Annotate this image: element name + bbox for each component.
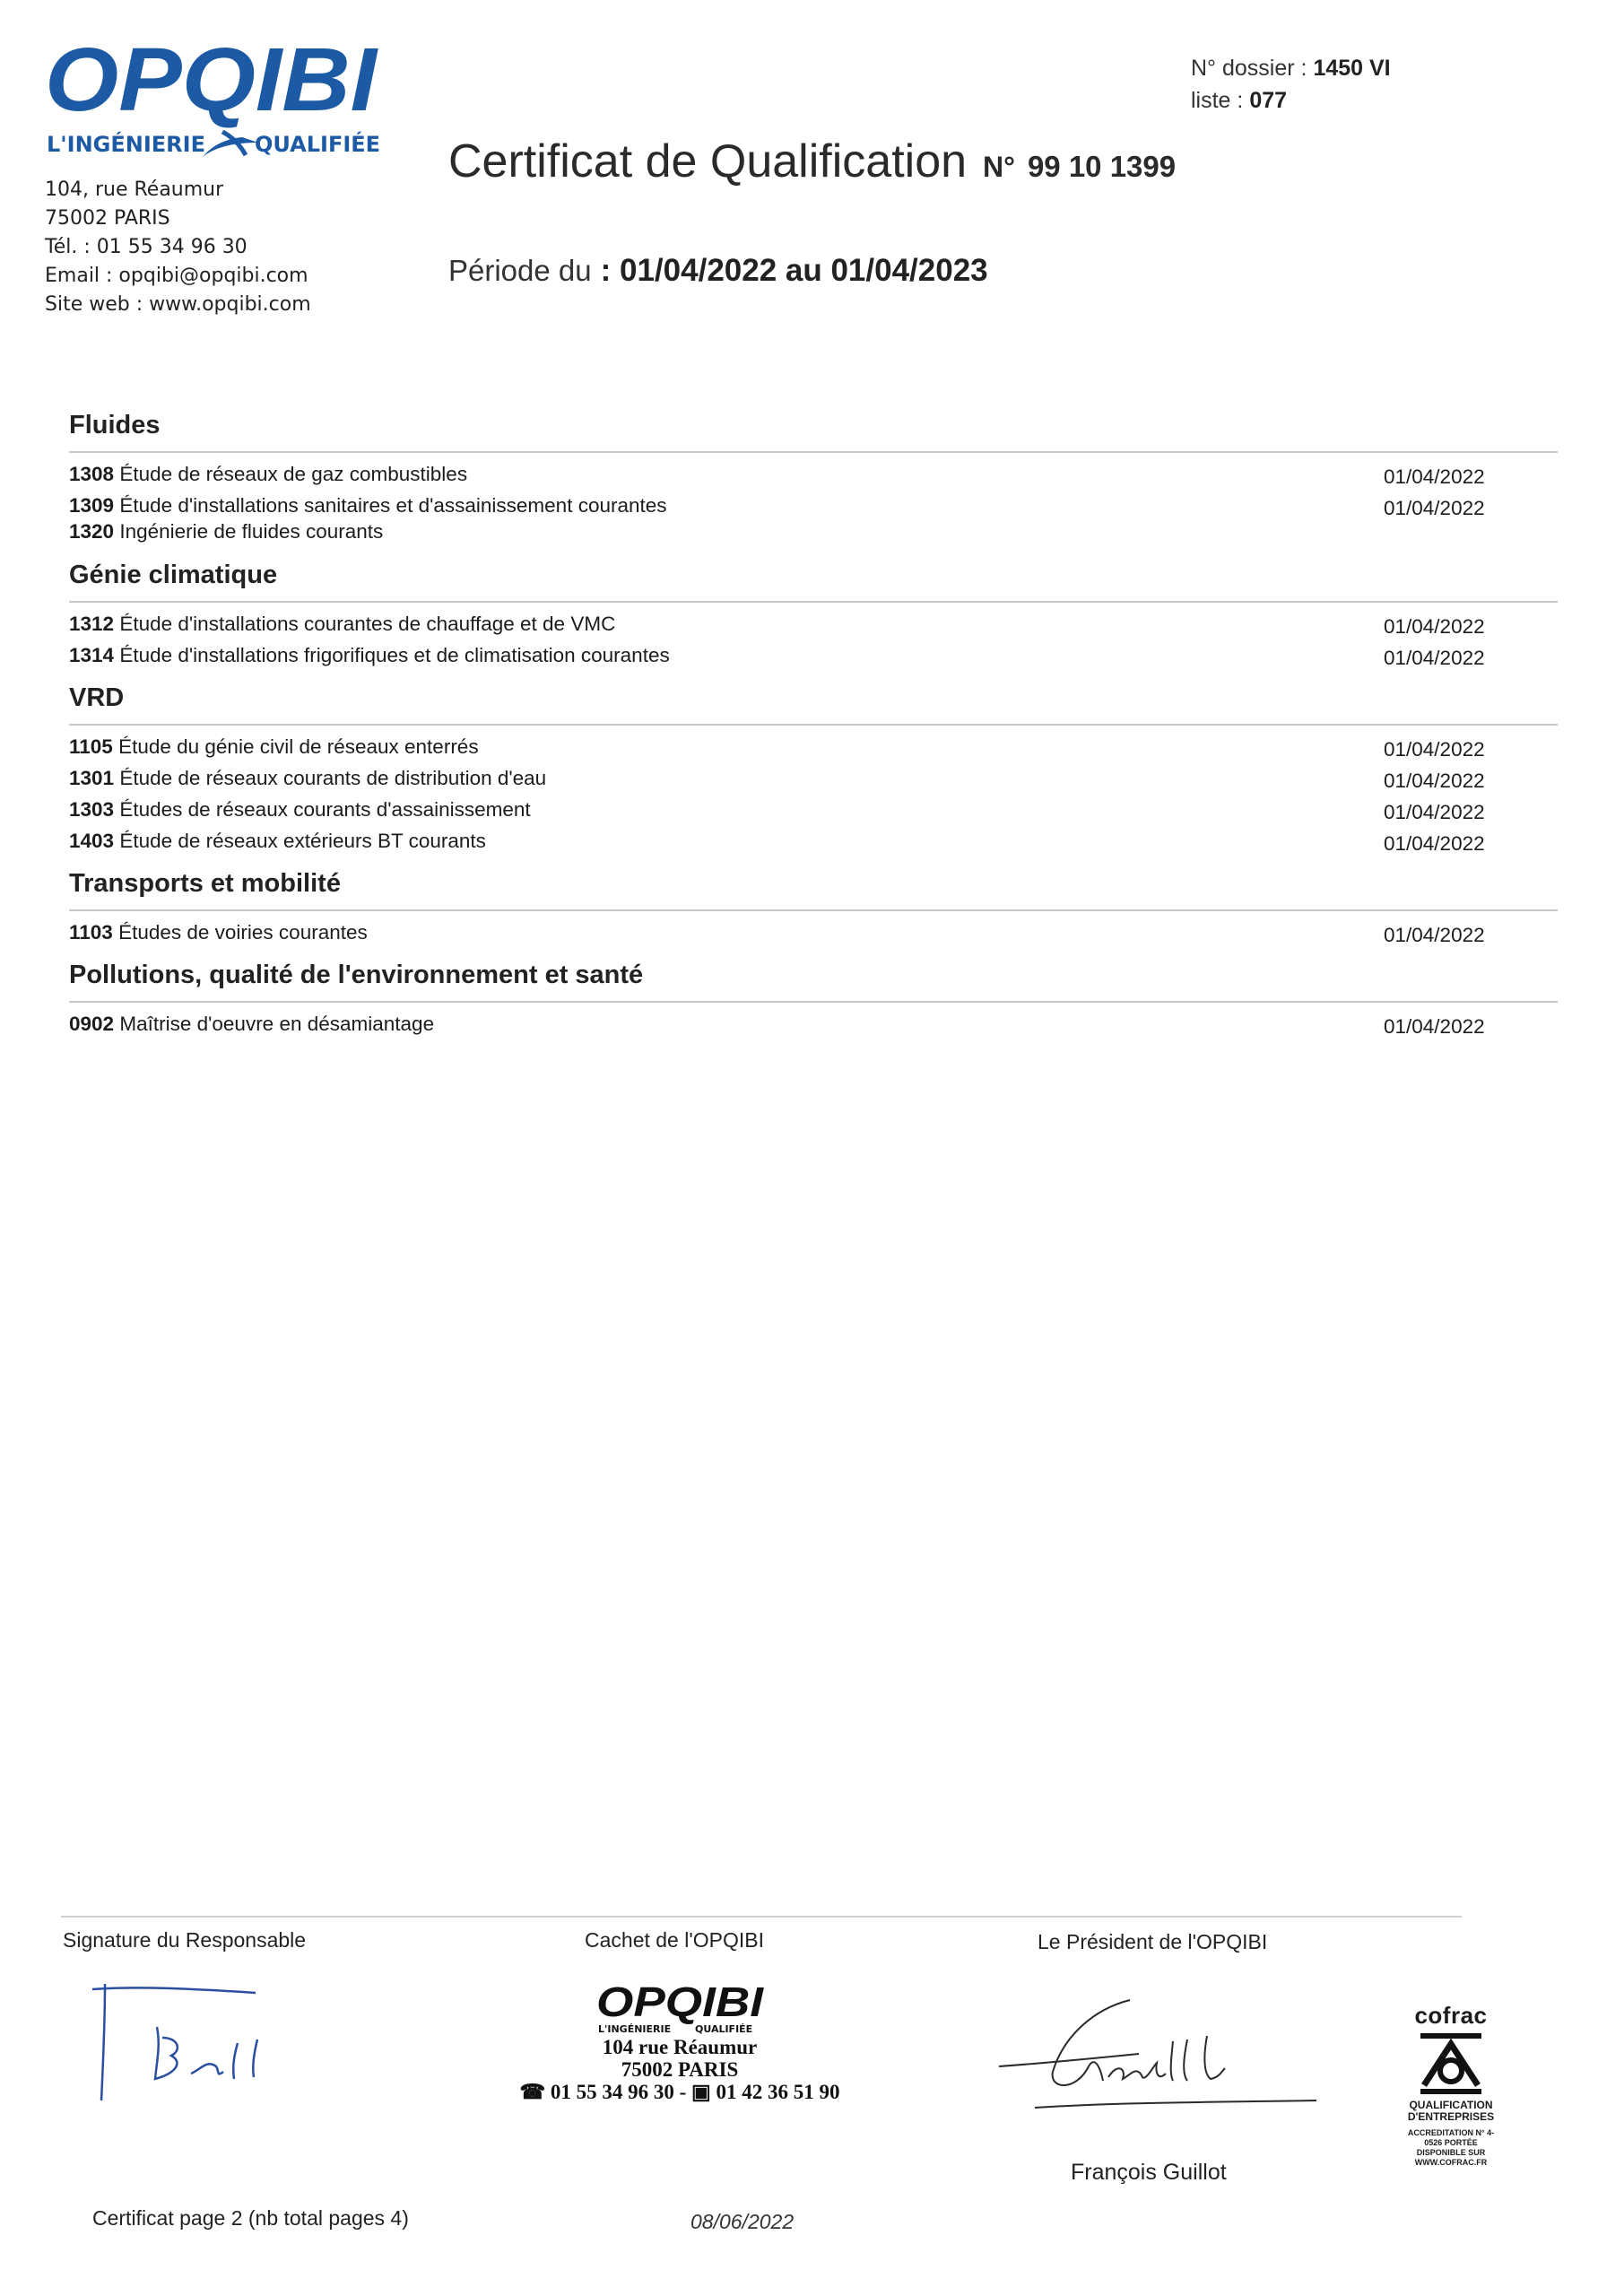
section-genie-climatique — [69, 561, 1558, 671]
item-code: 1309 — [69, 494, 115, 517]
certificate-title — [448, 135, 1176, 188]
cofrac-badge — [1406, 2002, 1496, 2168]
section-title: VRD — [69, 683, 1558, 726]
item-code: 1312 — [69, 613, 115, 635]
periode-value: : 01/04/2022 au 01/04/2023 — [600, 253, 988, 288]
president-label: Le Président de l'OPQIBI — [1038, 1930, 1268, 1953]
section-title: Pollutions, qualité de l'environnement et santé — [69, 961, 1558, 1003]
stamp-address1: 104 rue Réaumur — [602, 2036, 758, 2058]
item-date: 01/04/2022 — [1384, 465, 1485, 488]
item-label: Étude de réseaux extérieurs BT courants — [119, 830, 486, 852]
address-email: Email : opqibi@opqibi.com — [45, 265, 308, 287]
cofrac-brand: cofrac — [1414, 2002, 1488, 2029]
item-date: 01/04/2022 — [1384, 924, 1485, 946]
certificate-number: 99 10 1399 — [1027, 150, 1177, 183]
signature-label: Signature du Responsable — [63, 1928, 307, 1952]
list-item — [69, 521, 1558, 548]
stamp-phones: ☎ 01 55 34 96 30 - ▣ 01 42 36 51 90 — [519, 2081, 840, 2103]
page-title: Certificat de Qualification — [448, 135, 968, 187]
dossier-info — [1191, 52, 1391, 117]
president-signature — [995, 1991, 1318, 2117]
liste-value: 077 — [1249, 88, 1288, 113]
list-item — [69, 731, 1558, 762]
cofrac-accreditation: ACCREDITATION N° 4-0526 PORTÉE DISPONIBLE SUR WWW.COFRAC.FR — [1407, 2128, 1495, 2167]
item-code: 1103 — [69, 921, 113, 944]
list-item — [69, 825, 1558, 857]
address-website: Site web : www.opqibi.com — [45, 293, 311, 316]
item-label: Maîtrise d'oeuvre en désamiantage — [119, 1013, 435, 1035]
item-code: 1403 — [69, 830, 115, 852]
item-code: 1320 — [69, 520, 115, 543]
address-city: 75002 PARIS — [45, 207, 170, 230]
address-street: 104, rue Réaumur — [45, 178, 224, 201]
item-label: Étude d'installations sanitaires et d'assainissement courantes — [119, 494, 667, 517]
dossier-label: N° dossier : — [1191, 56, 1307, 81]
list-item — [69, 1008, 1558, 1039]
stamp-address2: 75002 PARIS — [621, 2058, 739, 2081]
section-pollutions — [69, 961, 1558, 1039]
responsable-signature — [85, 1973, 300, 2108]
item-date: 01/04/2022 — [1384, 770, 1485, 792]
item-date: 01/04/2022 — [1384, 801, 1485, 823]
opqibi-stamp — [491, 1980, 868, 2103]
item-label: Étude de réseaux de gaz combustibles — [119, 463, 468, 485]
item-code: 0902 — [69, 1013, 115, 1035]
number-label: N° — [983, 151, 1015, 183]
item-label: Étude d'installations courantes de chauffage et de VMC — [119, 613, 616, 635]
item-date: 01/04/2022 — [1384, 647, 1485, 669]
list-item — [69, 458, 1558, 490]
item-code: 1301 — [69, 767, 115, 789]
cachet-label: Cachet de l'OPQIBI — [585, 1928, 764, 1952]
opqibi-address — [45, 176, 311, 319]
item-code: 1314 — [69, 644, 115, 666]
item-label: Études de réseaux courants d'assainissement — [119, 798, 531, 821]
stamp-tagline-left: L'INGÉNIERIE — [598, 2023, 672, 2035]
section-title: Transports et mobilité — [69, 869, 1558, 911]
list-item — [69, 762, 1558, 794]
list-item — [69, 490, 1558, 521]
cofrac-qualification: QUALIFICATION D'ENTREPRISES — [1407, 2099, 1495, 2123]
section-fluides — [69, 411, 1558, 548]
page-info: Certificat page 2 (nb total pages 4) — [92, 2206, 409, 2230]
item-date: 01/04/2022 — [1384, 832, 1485, 855]
stamp-brand: OPQIBI — [596, 1980, 765, 2025]
list-item — [69, 794, 1558, 825]
president-name: François Guillot — [1071, 2160, 1227, 2185]
list-item — [69, 917, 1558, 948]
stamp-logo — [595, 1980, 765, 2036]
qualification-list — [69, 411, 1558, 1052]
footer-divider — [61, 1916, 1462, 1918]
item-date: 01/04/2022 — [1384, 615, 1485, 638]
stamp-tagline-right: QUALIFIÉE — [695, 2023, 753, 2035]
section-transports — [69, 869, 1558, 948]
section-title: Fluides — [69, 411, 1558, 453]
periode-label: Période du — [448, 254, 592, 287]
cofrac-emblem — [1415, 2031, 1487, 2096]
item-code: 1303 — [69, 798, 115, 821]
item-label: Ingénierie de fluides courants — [119, 520, 384, 543]
section-vrd — [69, 683, 1558, 857]
item-label: Étude d'installations frigorifiques et de climatisation courantes — [119, 644, 670, 666]
logo-brand: OPQIBI — [45, 31, 379, 130]
item-code: 1308 — [69, 463, 115, 485]
liste-label: liste : — [1191, 88, 1244, 113]
item-code: 1105 — [69, 735, 113, 758]
address-phone: Tél. : 01 55 34 96 30 — [45, 236, 248, 258]
item-label: Études de voiries courantes — [118, 921, 368, 944]
list-item — [69, 639, 1558, 671]
dossier-value: 1450 VI — [1313, 56, 1391, 81]
item-date: 01/04/2022 — [1384, 1015, 1485, 1038]
list-item — [69, 608, 1558, 639]
item-label: Étude du génie civil de réseaux enterrés — [118, 735, 479, 758]
opqibi-logo — [43, 31, 384, 164]
section-title: Génie climatique — [69, 561, 1558, 603]
logo-tagline-left: L'INGÉNIERIE — [47, 132, 205, 157]
print-date: 08/06/2022 — [690, 2210, 795, 2233]
logo-tagline-right: QUALIFIÉE — [255, 132, 381, 157]
item-date: 01/04/2022 — [1384, 497, 1485, 519]
validity-period — [448, 253, 988, 289]
item-date: 01/04/2022 — [1384, 738, 1485, 761]
item-label: Étude de réseaux courants de distribution d'eau — [119, 767, 547, 789]
